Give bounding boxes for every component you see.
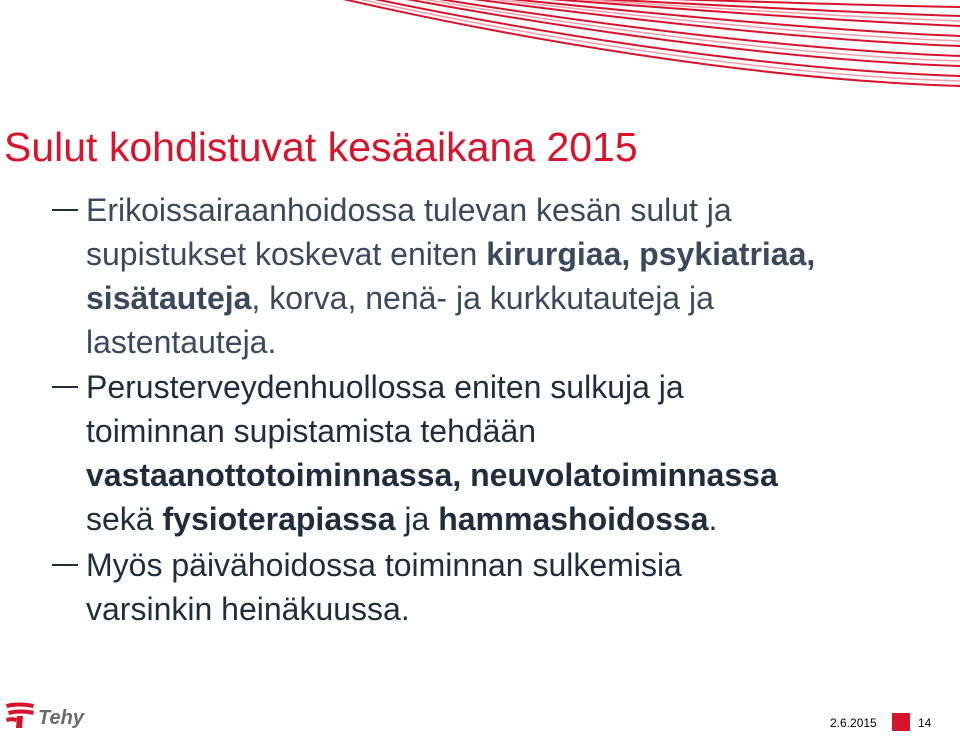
bullet-line	[86, 188, 732, 232]
bullet-line	[86, 453, 778, 497]
text-run: supistukset koskevat eniten	[86, 236, 487, 272]
bullet-line	[86, 365, 684, 409]
text-run: .	[708, 501, 718, 537]
text-run: Myös päivähoidossa toiminnan sulkemisia	[86, 547, 682, 583]
text-run-bold: hammashoidossa	[438, 501, 709, 537]
text-run-bold: sisätauteja	[86, 280, 252, 316]
tehy-logo	[4, 700, 114, 730]
text-run: lastentauteja.	[86, 324, 277, 360]
text-run: toiminnan supistamista tehdään	[86, 413, 537, 449]
text-run: Perusterveydenhuollossa eniten sulkuja ja	[86, 369, 684, 405]
dash-bullet-icon	[52, 386, 78, 388]
text-run-bold: kirurgiaa, psykiatriaa,	[486, 236, 816, 272]
dash-bullet-icon	[52, 209, 78, 211]
dash-bullet-icon	[52, 564, 78, 566]
bullet-line	[86, 587, 410, 631]
bullet-line	[86, 276, 714, 320]
bullet-line	[86, 409, 536, 453]
bullet-line	[86, 497, 717, 541]
text-run: Erikoissairaanhoidossa tulevan kesän sulut ja	[86, 192, 732, 228]
bullet-line	[86, 543, 682, 587]
text-run: sekä	[86, 501, 163, 537]
text-run: , korva, nenä- ja kurkkutauteja ja	[251, 280, 714, 316]
page-number: 14	[918, 716, 932, 730]
svg-text:Tehy: Tehy	[38, 707, 84, 729]
text-run: varsinkin heinäkuussa.	[86, 591, 410, 627]
slide-title: Sulut kohdistuvat kesäaikana 2015	[4, 124, 638, 170]
red-square-icon	[892, 713, 910, 731]
decorative-swoosh	[0, 0, 960, 110]
bullet-line	[86, 320, 276, 364]
bullet-line	[86, 232, 815, 276]
text-run-bold: vastaanottotoiminnassa, neuvolatoiminnassa	[86, 457, 778, 493]
footer-date: 2.6.2015	[830, 716, 877, 730]
text-run: ja	[395, 501, 439, 537]
text-run-bold: fysioterapiassa	[162, 501, 396, 537]
